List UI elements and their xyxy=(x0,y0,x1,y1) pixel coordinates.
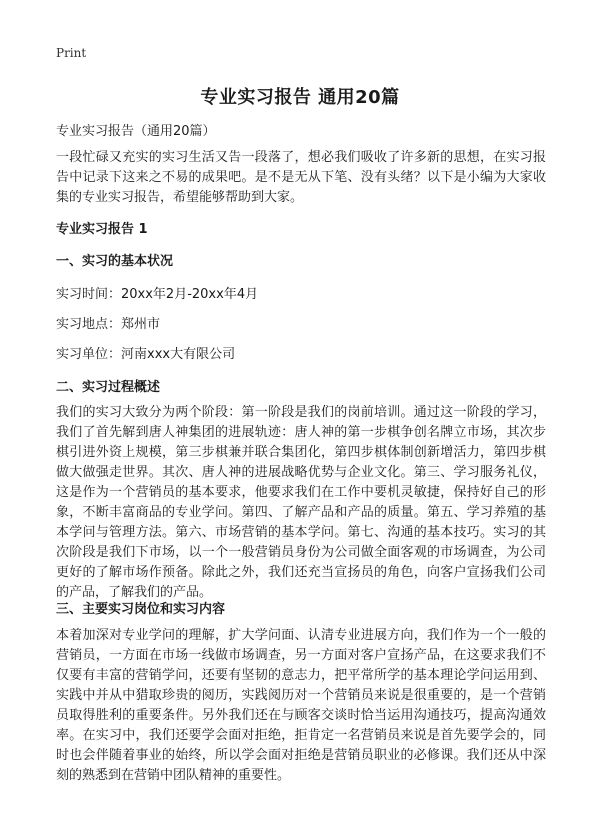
section-2-heading: 二、实习过程概述 xyxy=(56,380,161,395)
internship-place: 实习地点：郑州市 xyxy=(56,317,161,332)
intro-paragraph: 一段忙碌又充实的实习生活又告一段落了，想必我们吸收了许多新的思想，在实习报告中记录下这来之不易的成果吧。是不是无从下笔、没有头绪？以下是小编为大家收集的专业实习报告，希望能够帮助到大家。 xyxy=(56,150,546,205)
section-1-heading: 一、实习的基本状况 xyxy=(56,254,174,269)
document-subtitle: 专业实习报告（通用20篇） xyxy=(56,124,216,139)
report-heading: 专业实习报告 1 xyxy=(56,222,148,237)
page-title: 专业实习报告 通用20篇 xyxy=(200,87,400,108)
internship-time: 实习时间：20xx年2月-20xx年4月 xyxy=(56,287,259,302)
section-3-body: 本着加深对专业学问的理解，扩大学问面、认清专业进展方向，我们作为一个一般的营销员，一方面在市场一线做市场调查，另一方面对客户宣扬产品，在这要求我们不仅要有丰富的营销学问，还要有坚韧的意志力，把平常所学的基本理论学问运用到、实践中并从中猎取珍贵的阅历，实践阅历对一个营销员来说是很重要的，是一个营销员取得胜利的重要条件。另外我们还在与顾客交谈时恰当运用沟通技巧，提高沟通效率。在实习中，我们还要学会面对拒绝，拒肯定一名营销员来说是首先要学会的，同时也会伴随着事业的始终，所以学会面对拒绝是营销员职业的必修课。我们还从中深刻的熟悉到在营销中团队精神的重要性。 xyxy=(56,628,546,783)
internship-unit: 实习单位：河南xxx大有限公司 xyxy=(56,347,236,362)
section-3-heading: 三、主要实习岗位和实习内容 xyxy=(56,602,226,617)
section-2-body: 我们的实习大致分为两个阶段：第一阶段是我们的岗前培训。通过这一阶段的学习，我们了首先解到唐人神集团的进展轨迹：唐人神的第一步棋争创名牌立市场，其次步棋引进外资上规模，第三步棋兼并联合集团化，第四步棋体制创新增活力，第四步棋做大做强走世界。其次、唐人神的进展战略优势与企业文化。第三、学习服务礼仪，这是作为一个营销员的基本要求，他要求我们在工作中要机灵敏捷，保持好自己的形象，不断丰富商品的专业学问。第四、了解产品和产品的质量。第五、学习养殖的基本学问与管理方法。第六、市场营销的基本学问。第七、沟通的基本技巧。实习的其次阶段是我们下市场，以一个一般营销员身份为公司做全面客观的市场调查，为公司更好的了解市场作预备。除此之外，我们还充当宣扬员的角色，向客户宣扬我们公司的产品，了解我们的产品。 xyxy=(56,405,546,600)
print-label[interactable]: Print xyxy=(56,46,87,60)
